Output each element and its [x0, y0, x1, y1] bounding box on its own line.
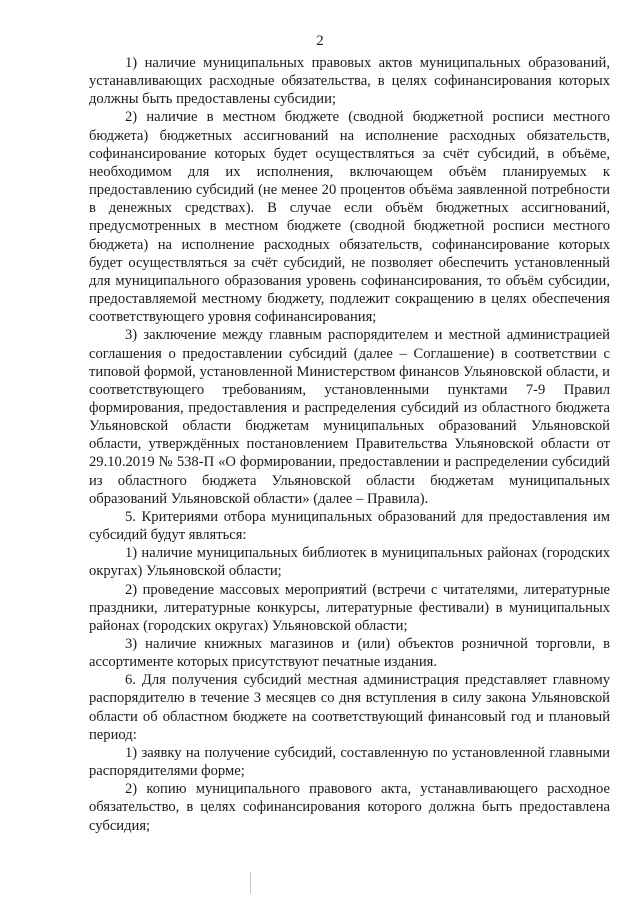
paragraph-criterion-2: 2) проведение массовых мероприятий (встречи с читателями, литературные праздники, литературные конкурсы, литературные фестивали) в муниципальных районах (городских округах) Ульяновской области;	[89, 581, 610, 634]
paragraph-item-1: 1) наличие муниципальных правовых актов муниципальных образований, устанавливающих расходные обязательства, в целях софинансирования которых должны быть предоставлены субсидии;	[89, 55, 610, 108]
paragraph-criterion-1: 1) наличие муниципальных библиотек в муниципальных районах (городских округах) Ульяновской области;	[89, 545, 610, 580]
document-body	[89, 54, 610, 835]
paragraph-application-2: 2) копию муниципального правового акта, устанавливающего расходное обязательство, в целях софинансирования которого должна быть предоставлена субсидия;	[89, 781, 610, 834]
paragraph-criterion-3: 3) наличие книжных магазинов и (или) объектов розничной торговли, в ассортименте которых присутствуют печатные издания.	[89, 636, 610, 671]
paragraph-criteria-heading: 5. Критериями отбора муниципальных образований для предоставления им субсидий будут являться:	[89, 508, 610, 544]
paragraph-application-heading: 6. Для получения субсидий местная администрация представляет главному распорядителю в течение 3 месяцев со дня вступления в силу закона Ульяновской области об областном бюджете на соответствующий финансовый год и плановый период:	[89, 672, 610, 743]
page-number: 2	[316, 33, 324, 49]
paragraph-application-1: 1) заявку на получение субсидий, составленную по установленной главными распорядителями форме;	[89, 744, 610, 780]
paragraph-item-2: 2) наличие в местном бюджете (сводной бюджетной росписи местного бюджета) бюджетных ассигнований на исполнение расходных обязательств, софинансирование которых будет осуществляться за счёт субсидий, в объёме, необходимом для их исполнения, включающем объём планируемых к предоставлению субсидий (не менее 20 процентов объёма заявленной потребности в денежных средствах). В случае если объём бюджетных ассигнований, предусмотренных в местном бюджете (сводной бюджетной росписи местного бюджета) на исполнение расходных обязательств, софинансирование которых будет осуществляться за счёт субсидий, не позволяет обеспечить установленный для муниципального образования уровень софинансирования, то объём субсидии, предоставляемой местному бюджету, подлежит сокращению в целях обеспечения соответствующего уровня софинансирования;	[89, 109, 610, 326]
scan-artifact-mark	[250, 872, 251, 894]
paragraph-item-3: 3) заключение между главным распорядителем и местной администрацией соглашения о предоставлении субсидий (далее – Соглашение) в соответствии с типовой формой, установленной Министерством финансов Ульяновской области, и соответствующего требованиям, установленными пунктами 7-9 Правил формирования, предоставления и распределения субсидий из областного бюджета Ульяновской области бюджетам муниципальных образований Ульяновской области, утверждённых постановлением Правительства Ульяновской области от 29.10.2019 № 538-П «О формировании, предоставлении и распределении субсидий из областного бюджета Ульяновской области бюджетам муниципальных образований Ульяновской области» (далее – Правила).	[89, 327, 610, 507]
